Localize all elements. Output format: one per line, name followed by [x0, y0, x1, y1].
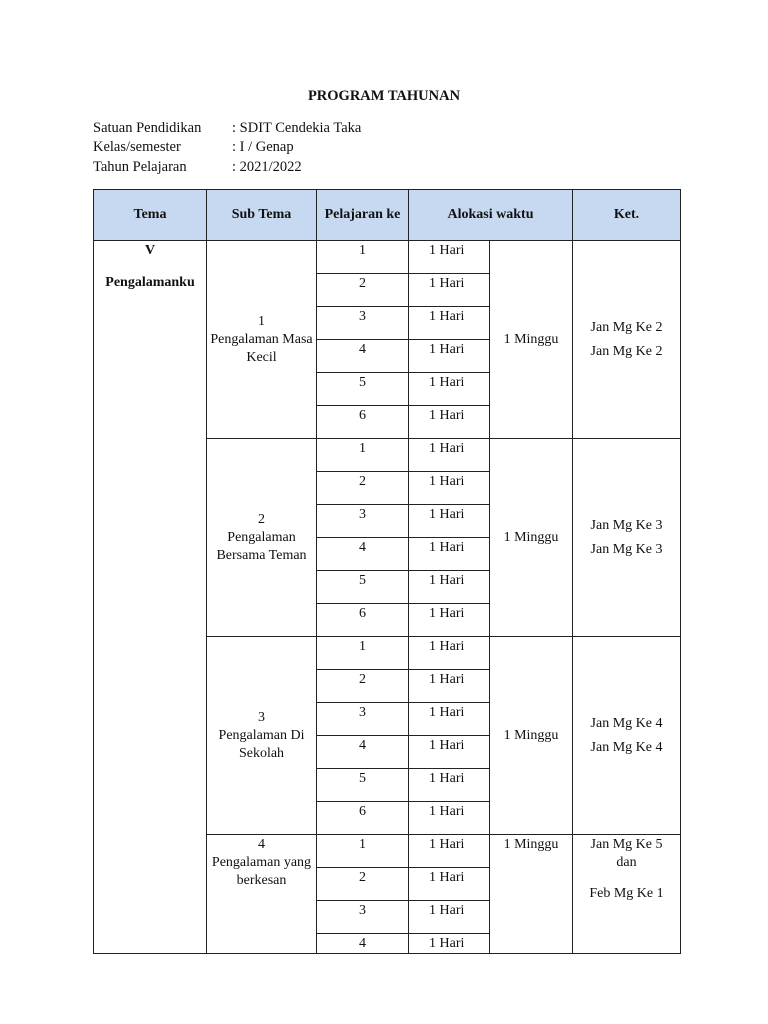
lesson-number: 2 — [317, 472, 409, 505]
document-meta — [93, 119, 361, 177]
lesson-number: 5 — [317, 373, 409, 406]
lesson-day: 1 Hari — [409, 340, 490, 373]
table-header-row — [94, 190, 681, 241]
lesson-day: 1 Hari — [409, 241, 490, 274]
tema-number: V — [144, 243, 156, 258]
ket-line: Jan Mg Ke 2 — [590, 343, 663, 359]
lesson-number: 3 — [317, 505, 409, 538]
ket-cell — [573, 241, 681, 439]
ket-line: Feb Mg Ke 1 — [589, 886, 664, 901]
alokasi-cell: 1 Minggu — [490, 835, 573, 954]
lesson-number: 5 — [317, 571, 409, 604]
lesson-number: 3 — [317, 901, 409, 934]
lesson-day: 1 Hari — [409, 505, 490, 538]
ket-line: Jan Mg Ke 5 — [590, 837, 663, 852]
program-table — [93, 189, 681, 954]
subtema-cell — [207, 241, 317, 439]
meta-label: Kelas/semester — [93, 139, 181, 156]
header-ket: Ket. — [573, 190, 681, 241]
lesson-day: 1 Hari — [409, 373, 490, 406]
subtema-cell — [207, 835, 317, 954]
lesson-day: 1 Hari — [409, 769, 490, 802]
lesson-day: 1 Hari — [409, 901, 490, 934]
lesson-number: 4 — [317, 934, 409, 954]
meta-row-year — [93, 158, 361, 177]
tema-cell — [94, 241, 207, 954]
ket-cell — [573, 637, 681, 835]
lesson-day: 1 Hari — [409, 703, 490, 736]
lesson-day: 1 Hari — [409, 835, 490, 868]
meta-label: Satuan Pendidikan — [93, 120, 202, 136]
ket-cell — [573, 835, 681, 954]
lesson-number: 2 — [317, 868, 409, 901]
lesson-number: 4 — [317, 340, 409, 373]
table-row — [94, 241, 681, 274]
lesson-day: 1 Hari — [409, 571, 490, 604]
lesson-number: 4 — [317, 538, 409, 571]
ket-line: dan — [616, 855, 637, 870]
lesson-number: 2 — [317, 670, 409, 703]
document-title: PROGRAM TAHUNAN — [307, 88, 461, 104]
lesson-number: 6 — [317, 802, 409, 835]
header-sub-tema: Sub Tema — [207, 190, 317, 241]
ket-line: Jan Mg Ke 4 — [590, 715, 663, 731]
tema-name: Pengalamanku — [105, 275, 195, 290]
lesson-number: 1 — [317, 439, 409, 472]
lesson-number: 6 — [317, 406, 409, 439]
subtema-number: 1 — [258, 313, 265, 329]
subtema-number: 2 — [258, 511, 265, 527]
ket-line: Jan Mg Ke 3 — [590, 517, 663, 533]
subtema-name: Pengalaman Bersama Teman — [216, 529, 307, 563]
subtema-name: Pengalaman Di Sekolah — [218, 727, 305, 761]
lesson-number: 2 — [317, 274, 409, 307]
alokasi-cell: 1 Minggu — [490, 439, 573, 637]
lesson-day: 1 Hari — [409, 604, 490, 637]
lesson-day: 1 Hari — [409, 439, 490, 472]
lesson-number: 1 — [317, 241, 409, 274]
meta-row-school — [93, 119, 361, 138]
lesson-number: 6 — [317, 604, 409, 637]
meta-row-class — [93, 138, 361, 157]
lesson-day: 1 Hari — [409, 274, 490, 307]
lesson-day: 1 Hari — [409, 868, 490, 901]
ket-line: Jan Mg Ke 2 — [590, 319, 663, 335]
ket-line: Jan Mg Ke 4 — [590, 739, 663, 755]
subtema-cell — [207, 439, 317, 637]
header-tema: Tema — [94, 190, 207, 241]
ket-cell — [573, 439, 681, 637]
subtema-name: Pengalaman Masa Kecil — [210, 331, 313, 365]
meta-value: : I / Genap — [232, 139, 294, 156]
meta-value: : SDIT Cendekia Taka — [232, 120, 362, 136]
lesson-number: 3 — [317, 703, 409, 736]
lesson-day: 1 Hari — [409, 637, 490, 670]
lesson-number: 5 — [317, 769, 409, 802]
subtema-cell — [207, 637, 317, 835]
lesson-day: 1 Hari — [409, 736, 490, 769]
header-pelajaran: Pelajaran ke — [317, 190, 409, 241]
meta-label: Tahun Pelajaran — [93, 158, 187, 175]
lesson-number: 4 — [317, 736, 409, 769]
lesson-day: 1 Hari — [409, 934, 490, 954]
lesson-number: 1 — [317, 637, 409, 670]
alokasi-cell: 1 Minggu — [490, 637, 573, 835]
subtema-name: Pengalaman yang berkesan — [211, 855, 312, 888]
lesson-day: 1 Hari — [409, 670, 490, 703]
alokasi-cell: 1 Minggu — [490, 241, 573, 439]
lesson-day: 1 Hari — [409, 802, 490, 835]
lesson-number: 1 — [317, 835, 409, 868]
lesson-day: 1 Hari — [409, 307, 490, 340]
subtema-number: 4 — [258, 837, 265, 852]
header-alokasi: Alokasi waktu — [409, 190, 573, 241]
lesson-day: 1 Hari — [409, 406, 490, 439]
ket-line: Jan Mg Ke 3 — [590, 541, 663, 557]
lesson-day: 1 Hari — [409, 472, 490, 505]
lesson-day: 1 Hari — [409, 538, 490, 571]
meta-value: : 2021/2022 — [232, 158, 302, 175]
subtema-number: 3 — [258, 709, 265, 725]
lesson-number: 3 — [317, 307, 409, 340]
